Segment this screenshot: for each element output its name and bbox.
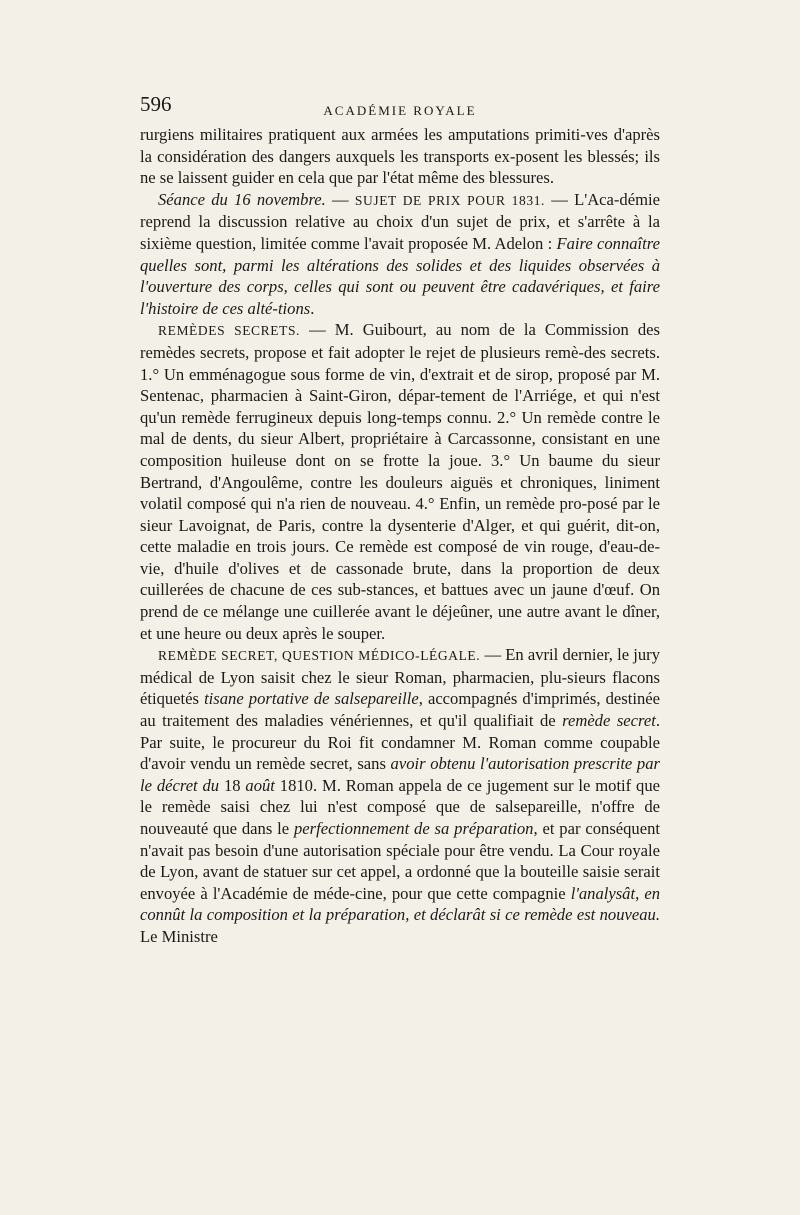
section-heading: SUJET DE PRIX POUR 1831. xyxy=(354,192,546,208)
section-heading: REMÈDE SECRET, QUESTION MÉDICO-LÉGALE. xyxy=(158,648,481,664)
paragraph-question-medico-legale xyxy=(140,644,660,947)
paragraph-text: , accompagnés d'imprimés, destinée au traitement des maladies vénériennes, et qu'il qualifiait de xyxy=(140,689,660,731)
italic-text: remède secret xyxy=(562,711,656,731)
session-date: Séance du 16 novembre. xyxy=(158,189,326,209)
paragraph-text: 18 xyxy=(219,775,246,795)
section-heading: REMÈDES SECRETS. xyxy=(158,323,301,339)
prize-question: Faire connaître quelles sont, parmi les altérations des solides et des liquides observées à l'ouverture des corps, celles qui sont ou peuvent être cadavériques, et faire l'histoire de ces alté-tions xyxy=(140,233,660,318)
paragraph-text: 1810. M. Roman appela de ce jugement sur le motif que le remède saisi chez lui n'est composé que de salsepareille, n'offre de nouveauté que dans le xyxy=(140,775,660,838)
paragraph-continuation xyxy=(140,124,660,189)
paragraph-text: , et par conséquent n'avait pas besoin d'une autorisation spéciale pour être vendu. La Cour royale de Lyon, avant de statuer sur cet appel, a ordonné que la bouteille saisie serait envoyée à l'Académie de méde-cine, pour que cette compagnie xyxy=(140,819,661,903)
paragraph-text: — L'Aca-démie reprend la discussion relative au choix d'un sujet de prix, et s'arrête à la sixième question, limitée comme l'avait proposée M. Adelon : xyxy=(140,189,660,253)
paragraph-sujet-de-prix xyxy=(140,189,660,320)
dash: — xyxy=(325,189,355,209)
paragraph-text: — En avril dernier, le jury médical de Lyon saisit chez le sieur Roman, pharmacien, plu-sieurs flacons étiquetés xyxy=(140,645,660,709)
italic-text: perfectionnement de sa préparation xyxy=(293,819,534,838)
paragraph-text: — M. Guibourt, au nom de la Commission des remèdes secrets, propose et fait adopter le rejet de plusieurs remè-des secrets. 1.° Un emménagogue sous forme de vin, d'extrait et de sirop, proposé par M. Sentenac, pharmacien à Saint-Giron, dépar-tement de l'Arriége, et qui n'est qu'un remède ferrugineux depuis long-temps connu. 2.° Un remède contre le mal de dents, du sieur Albert, propriétaire à Carcassonne, consistant en une composition huileuse dont on se frotte la joue. 3.° Un baume du sieur Bertrand, d'Angoulême, contre les douleurs aiguës et chroniques, liniment volatil composé qui n'a rien de nouveau. 4.° Enfin, un remède pro-posé par le sieur Lavoignat, de Paris, contre la dysenterie d'Alger, et qui guérit, dit-on, cette maladie en trois jours. Ce remède est composé de vin rouge, d'eau-de-vie, d'huile d'olives et de cassonade brute, dans la proportion de deux cuillerées de chacune de ces sub-stances, et battues avec un jaune d'œuf. On prend de ce mélange une cuillerée avant le déjeûner, une autre avant le dîner, et une heure ou deux après le souper. xyxy=(140,320,661,643)
page-number: 596 xyxy=(140,92,172,116)
italic-text: tisane portative de salsepareille xyxy=(204,689,419,709)
document-page xyxy=(140,92,660,948)
paragraph-text: Le Ministre xyxy=(140,926,218,946)
italic-text: août xyxy=(245,775,275,795)
page-header xyxy=(140,92,660,122)
paragraph-text: . Par suite, le procureur du Roi fit condamner M. Roman comme coupable d'avoir vendu un remède secret, sans xyxy=(140,711,660,774)
paragraph-text: . xyxy=(310,298,315,318)
running-head: ACADÉMIE ROYALE xyxy=(323,103,477,118)
italic-text: avoir obtenu l'autorisation prescrite par le décret du xyxy=(140,754,660,795)
paragraph-text: rurgiens militaires pratiquent aux armées les amputations primiti-ves d'après la considération des dangers auxquels les transports ex-posent les blessés; ils ne se laissent guider en cela que par l'état même des blessures. xyxy=(140,125,660,188)
italic-text: l'analysât, en connût la composition et la préparation, et déclarât si ce remède est nouveau. xyxy=(140,883,660,925)
paragraph-remedes-secrets xyxy=(140,319,660,644)
